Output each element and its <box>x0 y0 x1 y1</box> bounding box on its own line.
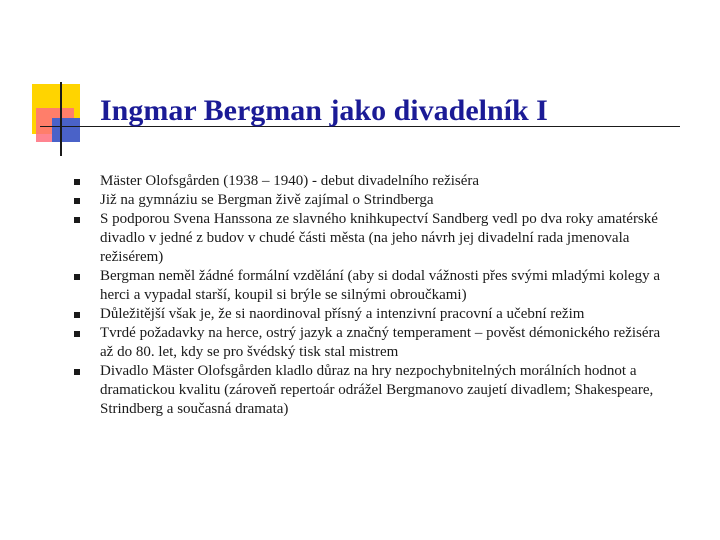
decor-vertical-line <box>60 82 62 156</box>
bullet-icon <box>74 179 80 185</box>
bullet-item <box>70 172 670 191</box>
bullet-text: S podporou Svena Hanssona ze slavného knihkupectví Sandberg vedl po dva roky amatérské divadlo v jedné z budov v chudé části města (na jeho návrh jej divadelní rada jmenovala režisérem) <box>100 211 658 265</box>
bullet-text: Již na gymnáziu se Bergman živě zajímal o Strindberga <box>100 192 434 208</box>
bullet-icon <box>74 217 80 223</box>
bullet-text: Bergman neměl žádné formální vzdělání (aby si dodal vážnosti přes svými mladými kolegy a herci a vypadal starší, koupil si brýle se silnými obroučkami) <box>100 268 660 303</box>
bullet-text: Důležitější však je, že si naordinoval přísný a intenzivní pracovní a učební režim <box>100 306 585 322</box>
bullet-item <box>70 305 670 324</box>
bullet-text: Tvrdé požadavky na herce, ostrý jazyk a značný temperament – pověst démonického režiséra až do 80. let, kdy se pro švédský tisk stal mistrem <box>100 325 661 360</box>
decor-blue-square <box>52 118 80 142</box>
bullet-list <box>70 172 670 419</box>
bullet-item <box>70 267 670 305</box>
slide-title: Ingmar Bergman jako divadelník I <box>100 94 548 127</box>
bullet-item <box>70 210 670 267</box>
bullet-item <box>70 324 670 362</box>
bullet-text: Divadlo Mäster Olofsgården kladlo důraz na hry nezpochybnitelných morálních hodnot a dramatickou kvalitu (zároveň repertoár odrážel Bergmanovo zaujetí divadlem; Shakespeare, Strindberg a současná dramata) <box>100 363 654 417</box>
bullet-item <box>70 362 670 419</box>
bullet-icon <box>74 369 80 375</box>
bullet-text: Mäster Olofsgården (1938 – 1940) - debut divadelního režiséra <box>100 173 480 189</box>
bullet-item <box>70 191 670 210</box>
bullet-icon <box>74 274 80 280</box>
bullet-icon <box>74 312 80 318</box>
bullet-icon <box>74 331 80 337</box>
bullet-icon <box>74 198 80 204</box>
